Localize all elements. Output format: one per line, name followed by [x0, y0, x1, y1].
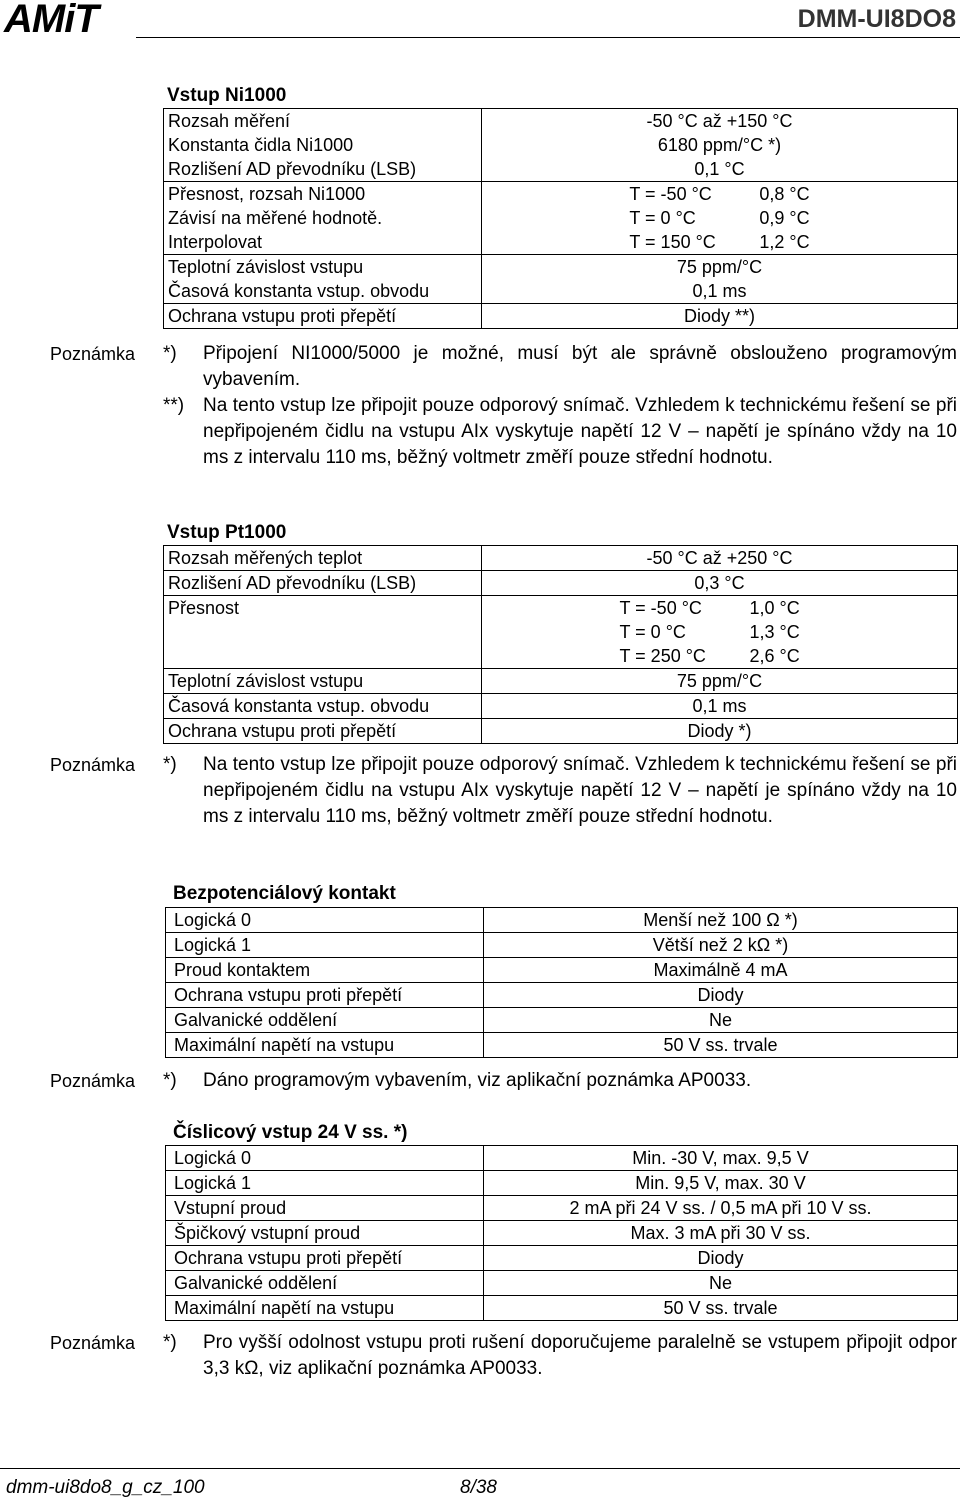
table-contact: [165, 907, 958, 1058]
table-row: Konstanta čidla Ni1000 6180 ppm/°C *): [164, 133, 958, 157]
note-item: *) Na tento vstup lze připojit pouze odporový snímač. Vzhledem k technickému řešení se při nepřipojeném čidlu na vstupu AIx vyskytuje napětí 12 V – napětí je spínáno vždy na 10 ms z intervalu 110 ms, běžný voltmetr změří pouze střední hodnotu.: [163, 754, 957, 827]
section-title-contact: Bezpotenciálový kontakt: [173, 883, 396, 904]
table-row: Ochrana vstupu proti přepětí Diody: [166, 983, 958, 1008]
note-item: **) Na tento vstup lze připojit pouze odporový snímač. Vzhledem k technickému řešení se při nepřipojeném čidlu na vstupu AIx vyskytuje napětí 12 V – napětí je spínáno vždy na 10 ms z intervalu 110 ms, běžný voltmetr změří pouze střední hodnotu.: [163, 395, 957, 468]
table-row: Interpolovat T = 150 °C 1,2 °C: [164, 230, 958, 255]
section-title-pt1000: Vstup Pt1000: [167, 522, 287, 543]
table-row: Ochrana vstupu proti přepětí Diody *): [164, 719, 958, 744]
table-row: Teplotní závislost vstupu 75 ppm/°C: [164, 669, 958, 694]
table-row: Logická 1 Větší než 2 kΩ *): [166, 933, 958, 958]
table-row: Vstupní proud 2 mA při 24 V ss. / 0,5 mA při 10 V ss.: [166, 1196, 958, 1221]
note-contact: [163, 1068, 957, 1094]
table-ni1000: [163, 108, 958, 329]
header-rule: [136, 37, 960, 38]
note-item: *) Připojení NI1000/5000 je možné, musí být ale správně obslouženo programovým vybavením.: [163, 343, 957, 390]
table-row: Logická 0 Min. -30 V, max. 9,5 V: [166, 1146, 958, 1171]
note-digital: [163, 1330, 957, 1382]
document-id: dmm-ui8do8_g_cz_100: [6, 1477, 205, 1498]
note-ni1000: [163, 341, 957, 471]
table-pt1000: [163, 545, 958, 744]
table-row: Teplotní závislost vstupu 75 ppm/°C: [164, 255, 958, 280]
section-title-digital: Číslicový vstup 24 V ss. *): [173, 1122, 408, 1143]
table-row: Galvanické oddělení Ne: [166, 1008, 958, 1033]
section-title-ni1000: Vstup Ni1000: [167, 85, 287, 106]
note-label: Poznámka: [50, 1071, 136, 1091]
table-digital: [165, 1145, 958, 1321]
note-pt1000: [163, 752, 957, 830]
table-row: Přesnost, rozsah Ni1000 T = -50 °C 0,8 °C: [164, 182, 958, 207]
amit-logo: AMiT: [4, 0, 98, 41]
note-item: *) Pro vyšší odolnost vstupu proti rušení doporučujeme paralelně se vstupem připojit odpor 3,3 kΩ, viz aplikační poznámka AP0033.: [163, 1332, 957, 1379]
page-header: [0, 0, 960, 42]
table-row: Maximální napětí na vstupu 50 V ss. trvale: [166, 1296, 958, 1321]
table-row: Rozsah měření -50 °C až +150 °C: [164, 109, 958, 134]
page-footer: [0, 1468, 960, 1502]
note-label: Poznámka: [50, 1333, 136, 1353]
table-row: Špičkový vstupní proud Max. 3 mA při 30 V ss.: [166, 1221, 958, 1246]
table-row: Časová konstanta vstup. obvodu 0,1 ms: [164, 694, 958, 719]
note-label: Poznámka: [50, 344, 136, 364]
table-row: Časová konstanta vstup. obvodu 0,1 ms: [164, 279, 958, 304]
table-row: Logická 1 Min. 9,5 V, max. 30 V: [166, 1171, 958, 1196]
table-row: Proud kontaktem Maximálně 4 mA: [166, 958, 958, 983]
table-row: Ochrana vstupu proti přepětí Diody **): [164, 304, 958, 329]
page-number: 8/38: [460, 1477, 497, 1498]
table-row: Přesnost T = -50 °C 1,0 °C T = 0 °C 1,3 °C T = 250 °C 2,6 °C: [164, 596, 958, 669]
table-row: Rozlišení AD převodníku (LSB) 0,1 °C: [164, 157, 958, 182]
table-row: Ochrana vstupu proti přepětí Diody: [166, 1246, 958, 1271]
note-label: Poznámka: [50, 755, 136, 775]
note-item: *) Dáno programovým vybavením, viz aplikační poznámka AP0033.: [163, 1070, 752, 1091]
table-row: Rozsah měřených teplot -50 °C až +250 °C: [164, 546, 958, 571]
table-row: Rozlišení AD převodníku (LSB) 0,3 °C: [164, 571, 958, 596]
table-row: Logická 0 Menší než 100 Ω *): [166, 908, 958, 933]
document-title: DMM-UI8DO8: [797, 5, 956, 33]
table-row: Galvanické oddělení Ne: [166, 1271, 958, 1296]
table-row: Maximální napětí na vstupu 50 V ss. trvale: [166, 1033, 958, 1058]
table-row: Závisí na měřené hodnotě. T = 0 °C 0,9 °C: [164, 206, 958, 230]
